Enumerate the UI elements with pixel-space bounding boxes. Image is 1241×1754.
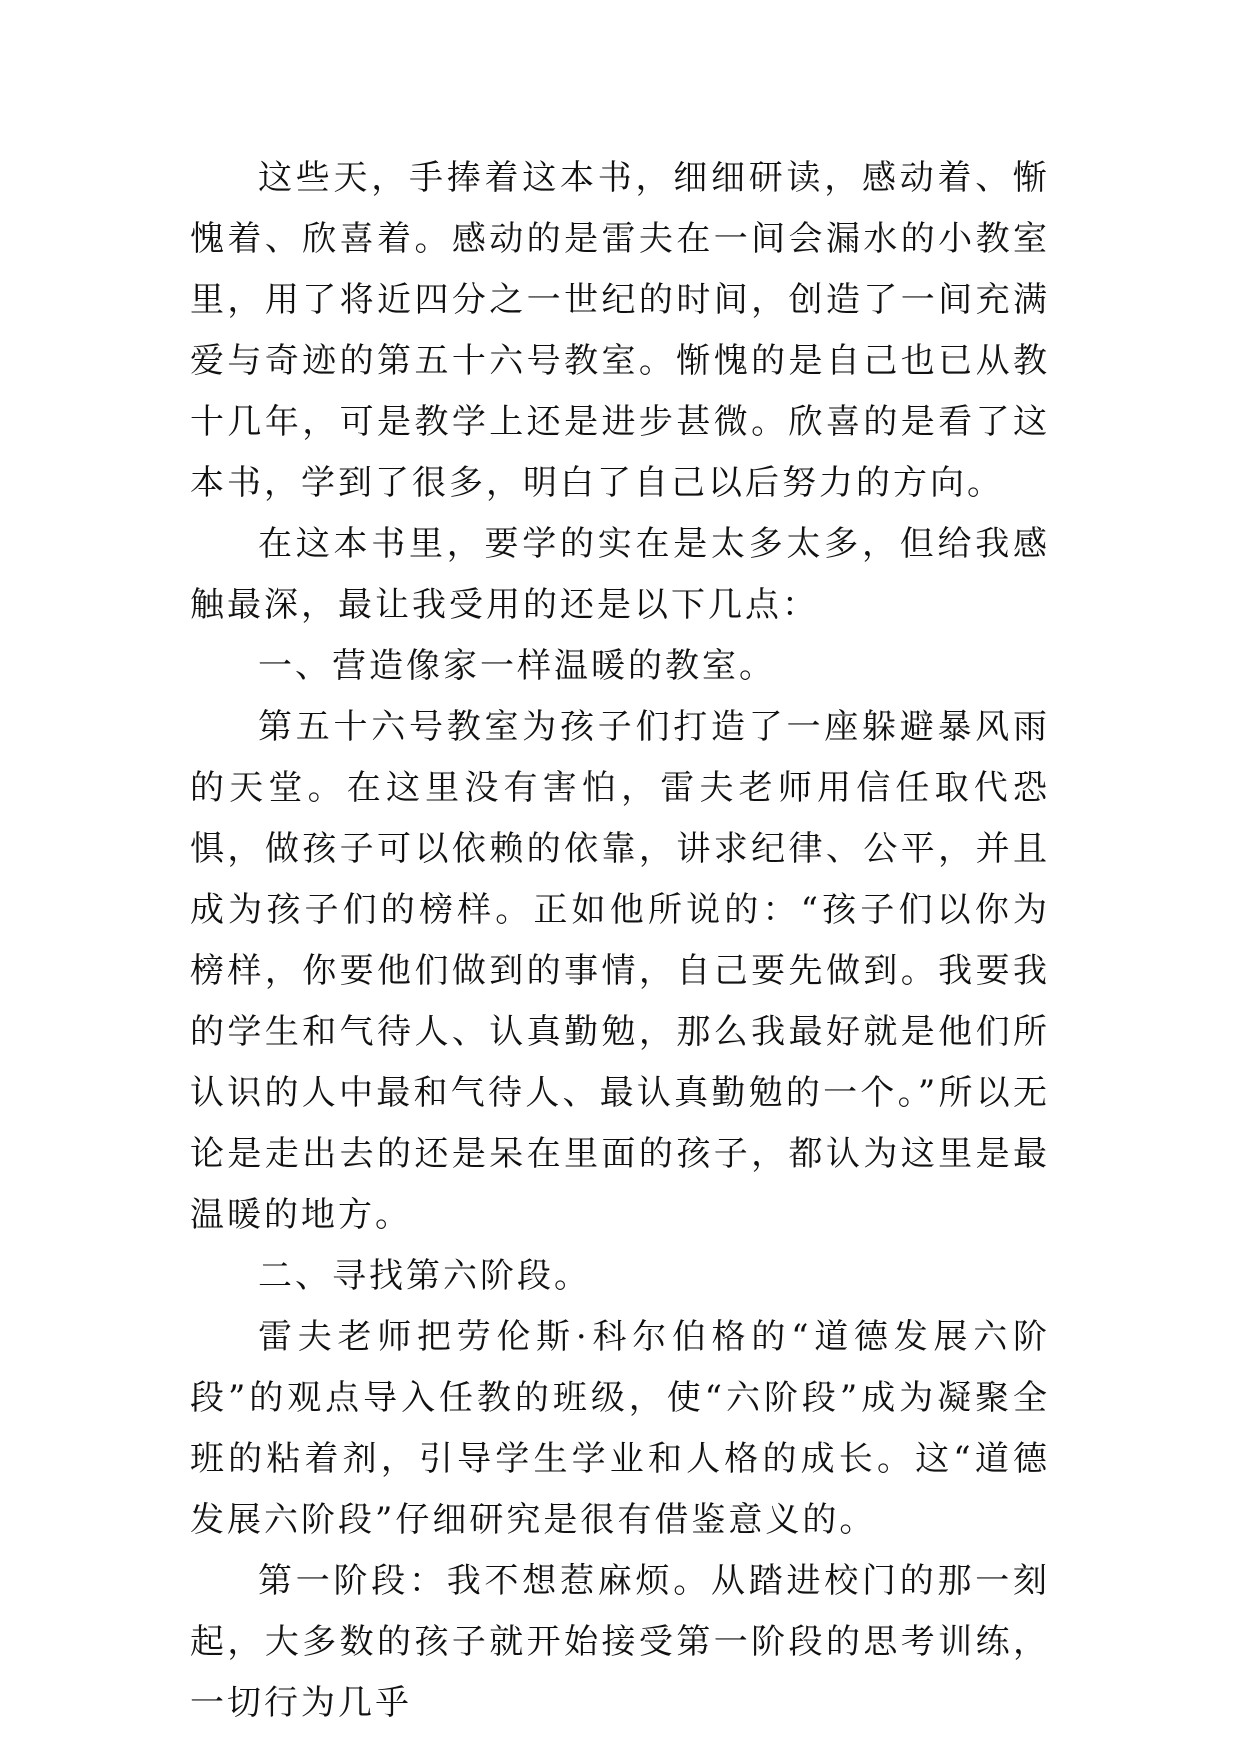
- heading-point-one: 一、营造像家一样温暖的教室。: [258, 646, 776, 686]
- paragraph-lead-in: 在这本书里，要学的实在是太多太多，但给我感触最深，最让我受用的还是以下几点：: [190, 524, 1050, 625]
- document-body: [190, 148, 1050, 1734]
- paragraph-point-one: 第五十六号教室为孩子们打造了一座躲避暴风雨的天堂。在这里没有害怕，雷夫老师用信任取代恐惧，做孩子可以依赖的依靠，讲求纪律、公平，并且成为孩子们的榜样。正如他所说的：“孩子们以你为榜样，你要他们做到的事情，自己要先做到。我要我的学生和气待人、认真勤勉，那么我最好就是他们所认识的人中最和气待人、最认真勤勉的一个。”所以无论是走出去的还是呆在里面的孩子，都认为这里是最温暖的地方。: [190, 707, 1050, 1235]
- paragraph-stage-one: 第一阶段：我不想惹麻烦。从踏进校门的那一刻起，大多数的孩子就开始接受第一阶段的思考训练，一切行为几乎: [190, 1561, 1050, 1723]
- paragraph-intro: 这些天，手捧着这本书，细细研读，感动着、惭愧着、欣喜着。感动的是雷夫在一间会漏水的小教室里，用了将近四分之一世纪的时间，创造了一间充满爱与奇迹的第五十六号教室。惭愧的是自己也已从教十几年，可是教学上还是进步甚微。欣喜的是看了这本书，学到了很多，明白了自己以后努力的方向。: [190, 158, 1050, 503]
- heading-point-two: 二、寻找第六阶段。: [258, 1256, 591, 1296]
- paragraph-point-two: 雷夫老师把劳伦斯·科尔伯格的“道德发展六阶段”的观点导入任教的班级，使“六阶段”成为凝聚全班的粘着剂，引导学生学业和人格的成长。这“道德发展六阶段”仔细研究是很有借鉴意义的。: [190, 1317, 1050, 1540]
